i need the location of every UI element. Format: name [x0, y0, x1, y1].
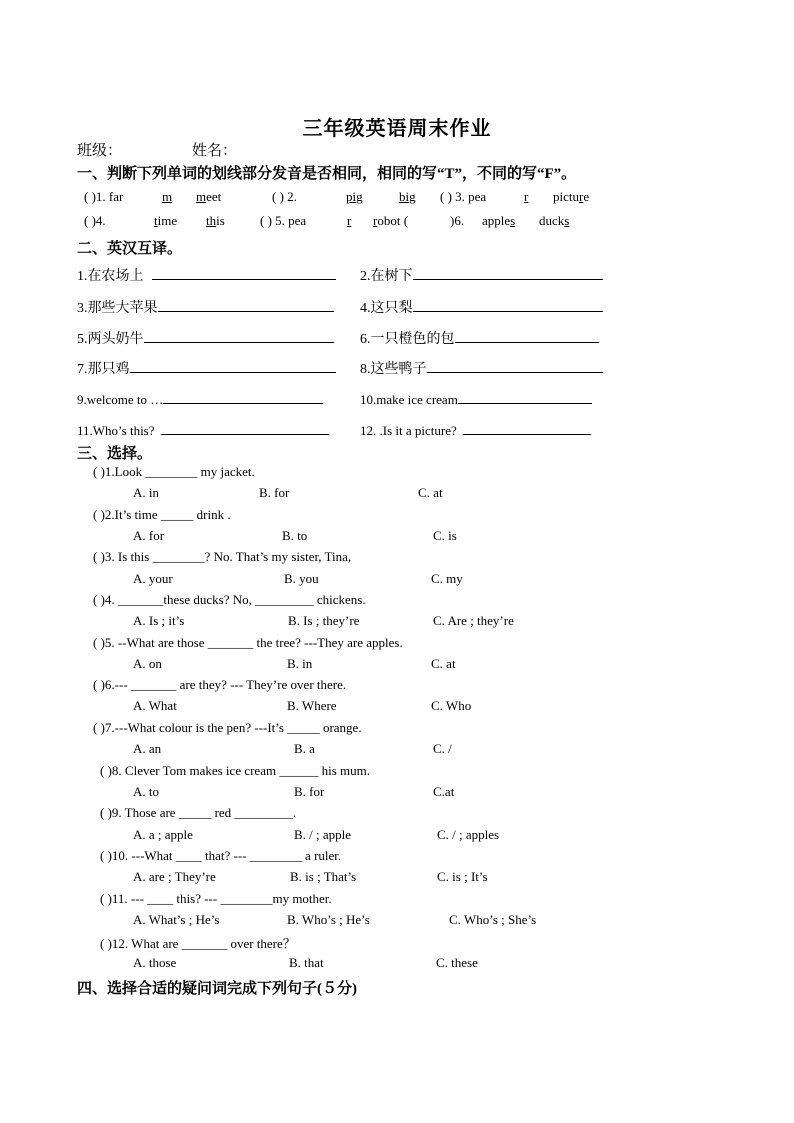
section2-heading: 二、英汉互译。	[77, 241, 183, 257]
option-a: A. those	[133, 955, 177, 970]
translation-item: 7.那只鸡	[77, 358, 336, 378]
answer-line	[455, 328, 599, 343]
option-b: B. that	[289, 955, 324, 970]
word: this	[206, 213, 225, 228]
answer-line	[427, 358, 603, 373]
page-title: 三年级英语周末作业	[302, 118, 492, 140]
option-a: A. for	[133, 528, 165, 543]
option-b: B. is ; That’s	[290, 869, 357, 884]
underlined-part: r	[347, 213, 352, 228]
answer-line	[161, 420, 329, 435]
question-paren: ( ) 2.	[272, 189, 297, 204]
section4-heading: 四、选择合适的疑问词完成下列句子(５分)	[77, 981, 357, 997]
word: apples	[482, 213, 516, 228]
answer-line	[413, 265, 603, 280]
translation-item: 6.一只橙色的包	[360, 328, 599, 348]
option-b: B. Where	[287, 698, 337, 713]
question-stem: ( )9. Those are _____ red _________.	[100, 805, 297, 820]
question-stem: ( )12. What are _______ over there？	[100, 936, 296, 951]
question-paren: ( ) 3. pea	[440, 189, 487, 204]
option-b: B. for	[294, 784, 325, 799]
question-paren: ( ) 5. pea	[260, 213, 307, 228]
option-b: B. for	[259, 485, 290, 500]
option-b: B. in	[287, 656, 313, 671]
answer-line	[458, 389, 592, 404]
option-c: C. at	[418, 485, 443, 500]
word: big	[399, 189, 416, 204]
word: pig	[346, 189, 363, 204]
answer-line	[158, 297, 334, 312]
question-paren: )6.	[450, 213, 465, 228]
option-c: C. is ; It’s	[437, 869, 488, 884]
word: time	[154, 213, 178, 228]
option-c: C. Who	[431, 698, 472, 713]
option-b: B. to	[282, 528, 308, 543]
question-stem: ( )1.Look ________ my jacket.	[93, 464, 255, 479]
translation-item: 10.make ice cream	[360, 389, 592, 408]
question-stem: ( )11. --- ____ this? --- ________my mother.	[100, 891, 332, 906]
translation-item: 9.welcome to …	[77, 389, 323, 408]
option-a: A. What	[133, 698, 177, 713]
translation-item: 8.这些鸭子	[360, 358, 603, 378]
answer-line	[152, 265, 336, 280]
word: ducks	[539, 213, 570, 228]
underlined-part: r	[524, 189, 529, 204]
question-stem: ( )8. Clever Tom makes ice cream ______ his mum.	[100, 763, 370, 778]
translation-item: 12. .Is it a picture?	[360, 420, 591, 439]
answer-line	[130, 358, 336, 373]
question-paren: ( )4.	[84, 213, 106, 228]
word: meet	[196, 189, 222, 204]
name-label: 姓名：	[192, 143, 238, 159]
option-c: C.at	[433, 784, 455, 799]
option-b: B. / ; apple	[294, 827, 352, 842]
answer-line	[144, 328, 334, 343]
option-b: B. Is ; they’re	[288, 613, 360, 628]
section3-heading: 三、选择。	[77, 446, 153, 462]
option-a: A. to	[133, 784, 159, 799]
option-b: B. a	[294, 741, 315, 756]
section1-heading: 一、判断下列单词的划线部分发音是否相同，相同的写“T”，不同的写“F”。	[77, 166, 577, 182]
option-c: C. my	[431, 571, 463, 586]
question-stem: ( )4. _______these ducks? No, _________ chickens.	[93, 592, 366, 607]
question-stem: ( )5. --What are those _______ the tree? ---They are apples.	[93, 635, 403, 650]
student-info	[77, 139, 237, 160]
underlined-part: m	[196, 189, 207, 204]
underlined-part: m	[162, 189, 173, 204]
option-c: C. is	[433, 528, 457, 543]
option-b: B. Who’s ; He’s	[287, 912, 370, 927]
question-stem: ( )10. ---What ____ that? --- ________ a ruler.	[100, 848, 342, 863]
option-c: C. Are ; they’re	[433, 613, 514, 628]
translation-item: 11.Who’s this?	[77, 420, 329, 439]
word: picture	[553, 189, 590, 204]
option-a: A. Is ; it’s	[133, 613, 185, 628]
answer-line	[163, 389, 323, 404]
question-stem: ( )6.--- _______ are they? --- They’re over there.	[93, 677, 347, 692]
question-stem: ( )7.---What colour is the pen? ---It’s _____ orange.	[93, 720, 362, 735]
translation-item: 4.这只梨	[360, 297, 603, 317]
option-c: C. Who’s ; She’s	[449, 912, 537, 927]
option-c: C. / ; apples	[437, 827, 500, 842]
option-c: C. at	[431, 656, 456, 671]
translation-item: 1.在农场上	[77, 265, 336, 285]
option-a: A. an	[133, 741, 162, 756]
option-a: A. your	[133, 571, 173, 586]
option-a: A. on	[133, 656, 162, 671]
answer-line	[463, 420, 591, 435]
option-a: A. are ; They’re	[133, 869, 216, 884]
question-stem: ( )3. Is this ________? No. That’s my sister, Tina,	[93, 549, 352, 564]
translation-item: 5.两头奶牛	[77, 328, 334, 348]
option-a: A. in	[133, 485, 159, 500]
option-a: A. a ; apple	[133, 827, 193, 842]
translation-item: 2.在树下	[360, 265, 603, 285]
option-c: C. /	[433, 741, 452, 756]
word: robot (	[373, 213, 409, 228]
translation-item: 3.那些大苹果	[77, 297, 334, 317]
question-paren: ( )1. far	[84, 189, 124, 204]
answer-line	[413, 297, 603, 312]
option-b: B. you	[284, 571, 319, 586]
class-label: 班级：	[77, 143, 123, 159]
option-c: C. these	[436, 955, 478, 970]
question-stem: ( )2.It’s time _____ drink .	[93, 507, 231, 522]
option-a: A. What’s ; He’s	[133, 912, 220, 927]
